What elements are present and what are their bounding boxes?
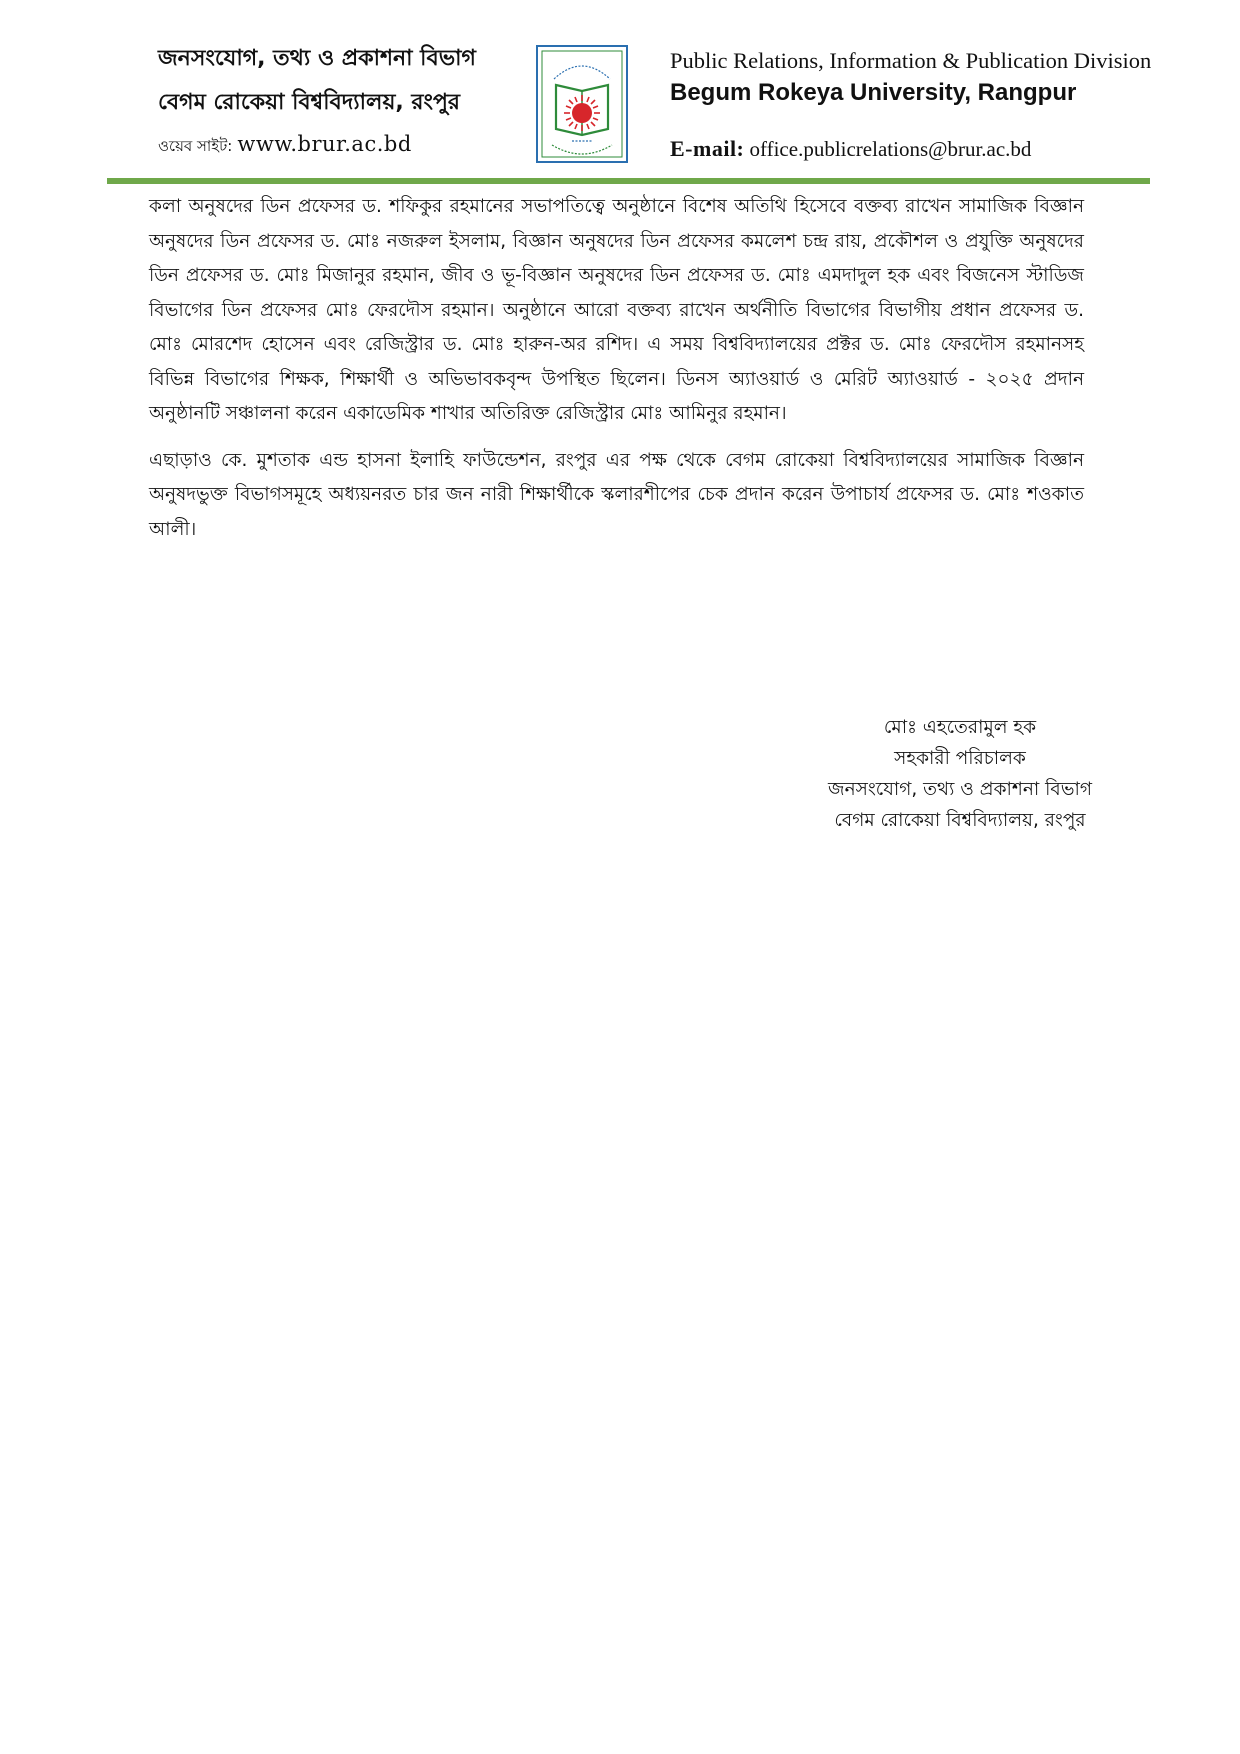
- university-seal-icon: [536, 45, 628, 163]
- university-name-bangla: বেগম রোকেয়া বিশ্ববিদ্যালয়, রংপুর: [158, 90, 461, 115]
- division-name-english: Public Relations, Information & Publication Division: [670, 48, 1152, 73]
- email-line: [670, 136, 1140, 162]
- university-name-english: Begum Rokeya University, Rangpur: [670, 79, 1077, 106]
- header-divider: [107, 178, 1150, 184]
- header-right: [670, 44, 1152, 162]
- department-name-bangla: জনসংযোগ, তথ্য ও প্রকাশনা বিভাগ: [158, 46, 476, 71]
- paragraph-2: এছাড়াও কে. মুশতাক এন্ড হাসনা ইলাহি ফাউন্ডেশন, রংপুর এর পক্ষ থেকে বেগম রোকেয়া বিশ্ববিদ্যালয়ের সামাজিক বিজ্ঞান অনুষদভুক্ত বিভাগসমূহে অধ্যয়নরত চার জন নারী শিক্ষার্থীকে স্কলারশীপের চেক প্রদান করেন উপাচার্য প্রফেসর ড. মোঃ শওকাত আলী।: [149, 449, 1084, 540]
- signatory-name: মোঃ এহতেরামুল হক: [883, 717, 1037, 738]
- email-address-link[interactable]: office.publicrelations@brur.ac.bd: [749, 137, 1032, 161]
- website-label: ওয়েব সাইট:: [158, 137, 233, 155]
- signatory-department: জনসংযোগ, তথ্য ও প্রকাশনা বিভাগ: [828, 779, 1092, 800]
- email-label: E-mail:: [670, 136, 745, 161]
- signature-block: [740, 712, 1180, 836]
- header-left: [158, 40, 538, 160]
- signatory-designation: সহকারী পরিচালক: [894, 748, 1026, 769]
- signatory-university: বেগম রোকেয়া বিশ্ববিদ্যালয়, রংপুর: [834, 810, 1086, 831]
- website-link[interactable]: www.brur.ac.bd: [237, 132, 412, 156]
- website-line: [158, 132, 538, 160]
- paragraph-1: কলা অনুষদের ডিন প্রফেসর ড. শফিকুর রহমানের সভাপতিত্বে অনুষ্ঠানে বিশেষ অতিথি হিসেবে বক্তব্য রাখেন সামাজিক বিজ্ঞান অনুষদের ডিন প্রফেসর ড. মোঃ নজরুল ইসলাম, বিজ্ঞান অনুষদের ডিন প্রফেসর কমলেশ চন্দ্র রায়, প্রকৌশল ও প্রযুক্তি অনুষদের ডিন প্রফেসর ড. মোঃ মিজানুর রহমান, জীব ও ভূ-বিজ্ঞান অনুষদের ডিন প্রফেসর ড. মোঃ এমদাদুল হক এবং বিজনেস স্টাডিজ বিভাগের ডিন প্রফেসর মোঃ ফেরদৌস রহমান। অনুষ্ঠানে আরো বক্তব্য রাখেন অর্থনীতি বিভাগের বিভাগীয় প্রধান প্রফেসর ড. মোঃ মোরশেদ হোসেন এবং রেজিস্ট্রার ড. মোঃ হারুন-অর রশিদ। এ সময় বিশ্ববিদ্যালয়ের প্রক্টর ড. মোঃ ফেরদৌস রহমানসহ বিভিন্ন বিভাগের শিক্ষক, শিক্ষার্থী ও অভিভাবকবৃন্দ উপস্থিত ছিলেন। ডিনস অ্যাওয়ার্ড ও মেরিট অ্যাওয়ার্ড - ২০২৫ প্রদান অনুষ্ঠানটি সঞ্চালনা করেন একাডেমিক শাখার অতিরিক্ত রেজিস্ট্রার মোঃ আমিনুর রহমান।: [149, 196, 1084, 424]
- press-release-body: [149, 190, 1084, 559]
